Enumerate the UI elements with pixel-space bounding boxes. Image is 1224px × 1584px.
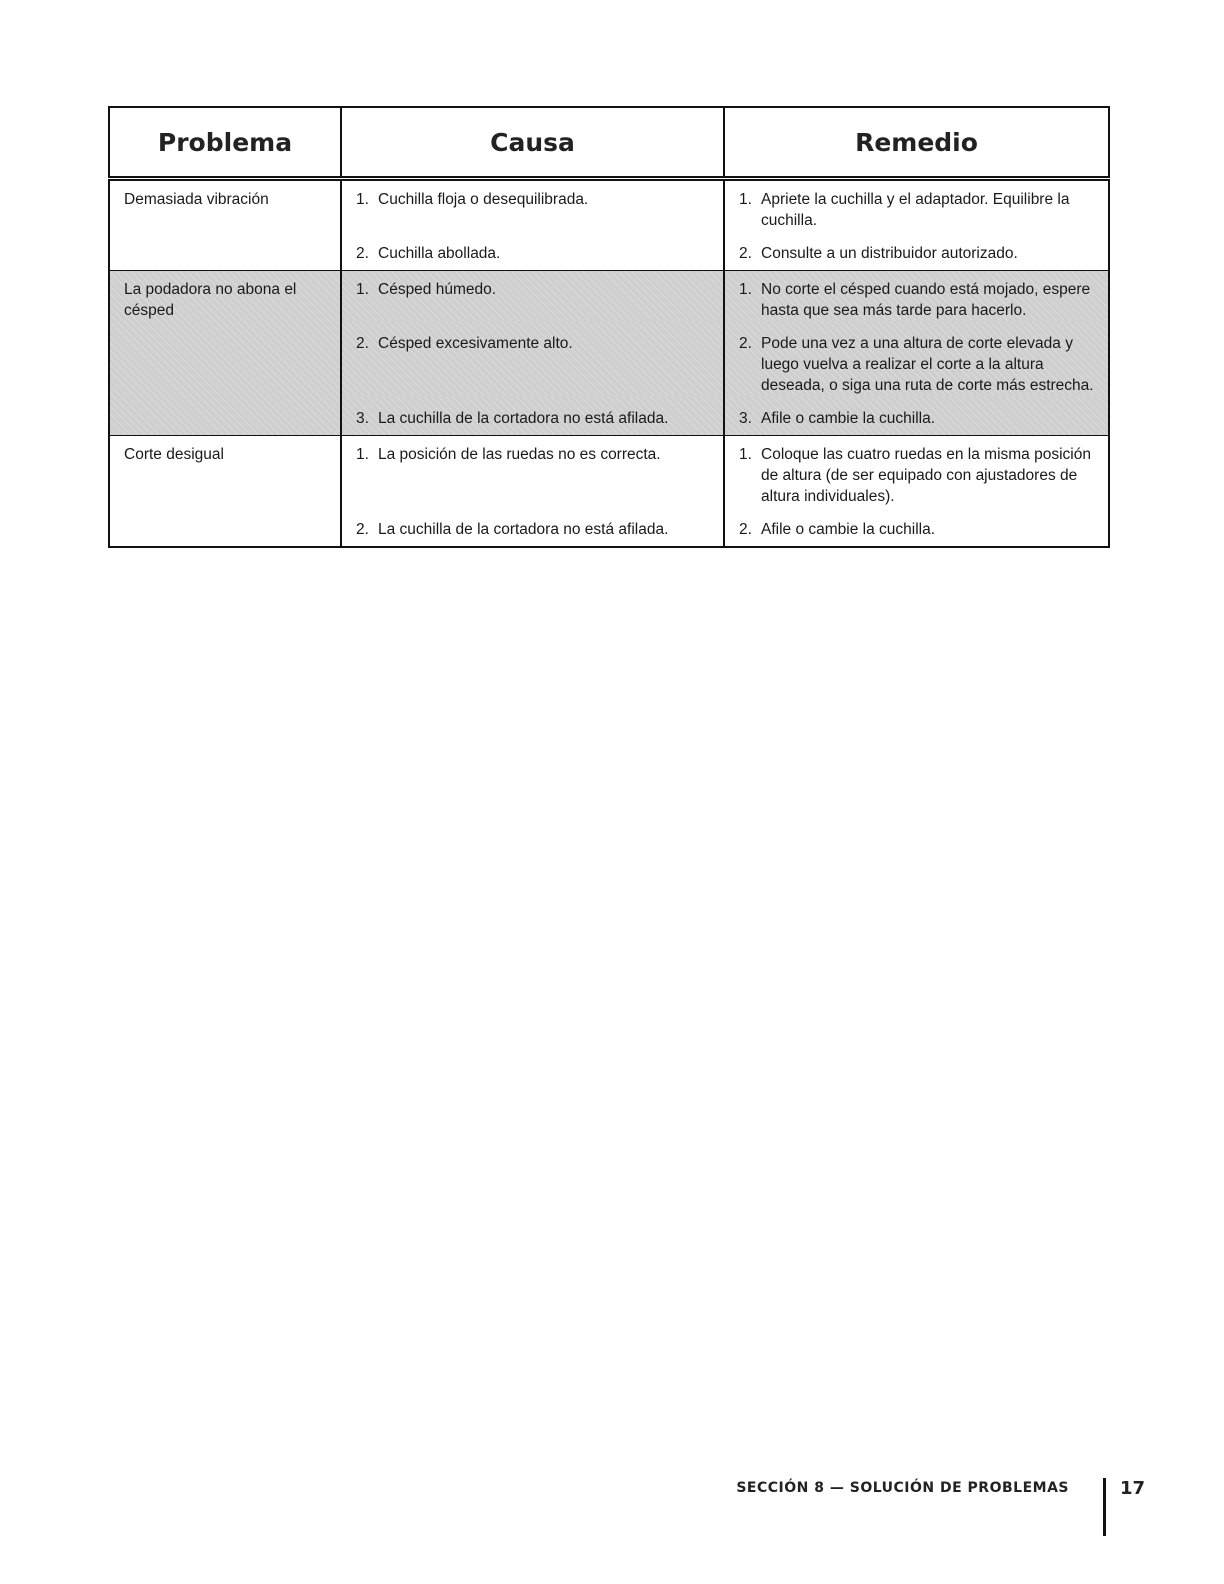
cause-number: 2. [356, 245, 369, 262]
problem-cell: La podadora no abona el césped [109, 271, 341, 436]
remedy-number: 2. [739, 521, 752, 538]
cause-text: La cuchilla de la cortadora no está afilada. [378, 521, 669, 538]
table-row [109, 179, 1109, 232]
cause-number: 1. [356, 281, 369, 298]
remedy-cell [724, 271, 1109, 322]
remedy-text: Coloque las cuatro ruedas en la misma posición de altura (de ser equipado con ajustadores de altura individuales). [761, 446, 1091, 505]
remedy-cell [724, 396, 1109, 436]
remedy-text: Afile o cambie la cuchilla. [761, 410, 936, 427]
cause-number: 1. [356, 191, 369, 208]
remedy-text: No corte el césped cuando está mojado, espere hasta que sea más tarde para hacerlo. [761, 281, 1091, 319]
remedy-text: Pode una vez a una altura de corte elevada y luego vuelva a realizar el corte a la altura deseada, o siga una ruta de corte más estrecha. [761, 335, 1094, 394]
cause-text: Cuchilla floja o desequilibrada. [378, 191, 589, 208]
remedy-cell [724, 179, 1109, 232]
cause-number: 1. [356, 446, 369, 463]
remedy-number: 2. [739, 335, 752, 352]
table-row [109, 436, 1109, 508]
cause-text: Césped húmedo. [378, 281, 497, 298]
remedy-number: 3. [739, 410, 752, 427]
cause-cell [341, 271, 724, 322]
cause-text: La posición de las ruedas no es correcta. [378, 446, 661, 463]
remedy-text: Afile o cambie la cuchilla. [761, 521, 936, 538]
cause-text: Cuchilla abollada. [378, 245, 501, 262]
remedy-number: 2. [739, 245, 752, 262]
table-header-row [109, 107, 1109, 179]
footer-divider [1103, 1478, 1106, 1536]
page-number: 17 [1120, 1478, 1146, 1499]
cause-cell [341, 436, 724, 508]
remedy-text: Apriete la cuchilla y el adaptador. Equilibre la cuchilla. [761, 191, 1070, 229]
problem-cell: Corte desigual [109, 436, 341, 548]
troubleshooting-table [108, 106, 1110, 548]
remedy-cell [724, 321, 1109, 396]
section-footer: SECCIÓN 8 — SOLUCIÓN DE PROBLEMAS [736, 1480, 1069, 1496]
remedy-number: 1. [739, 281, 752, 298]
remedy-text: Consulte a un distribuidor autorizado. [761, 245, 1018, 262]
cause-cell [341, 396, 724, 436]
cause-cell [341, 321, 724, 396]
cause-number: 2. [356, 335, 369, 352]
problem-cell: Demasiada vibración [109, 179, 341, 271]
table-row [109, 271, 1109, 322]
remedy-number: 1. [739, 446, 752, 463]
header-causa: Causa [341, 107, 724, 179]
header-remedio: Remedio [724, 107, 1109, 179]
cause-number: 3. [356, 410, 369, 427]
remedy-cell [724, 231, 1109, 271]
cause-text: La cuchilla de la cortadora no está afilada. [378, 410, 669, 427]
remedy-number: 1. [739, 191, 752, 208]
remedy-cell [724, 507, 1109, 547]
cause-text: Césped excesivamente alto. [378, 335, 573, 352]
cause-cell [341, 507, 724, 547]
cause-number: 2. [356, 521, 369, 538]
remedy-cell [724, 436, 1109, 508]
cause-cell [341, 231, 724, 271]
header-problema: Problema [109, 107, 341, 179]
cause-cell [341, 179, 724, 232]
